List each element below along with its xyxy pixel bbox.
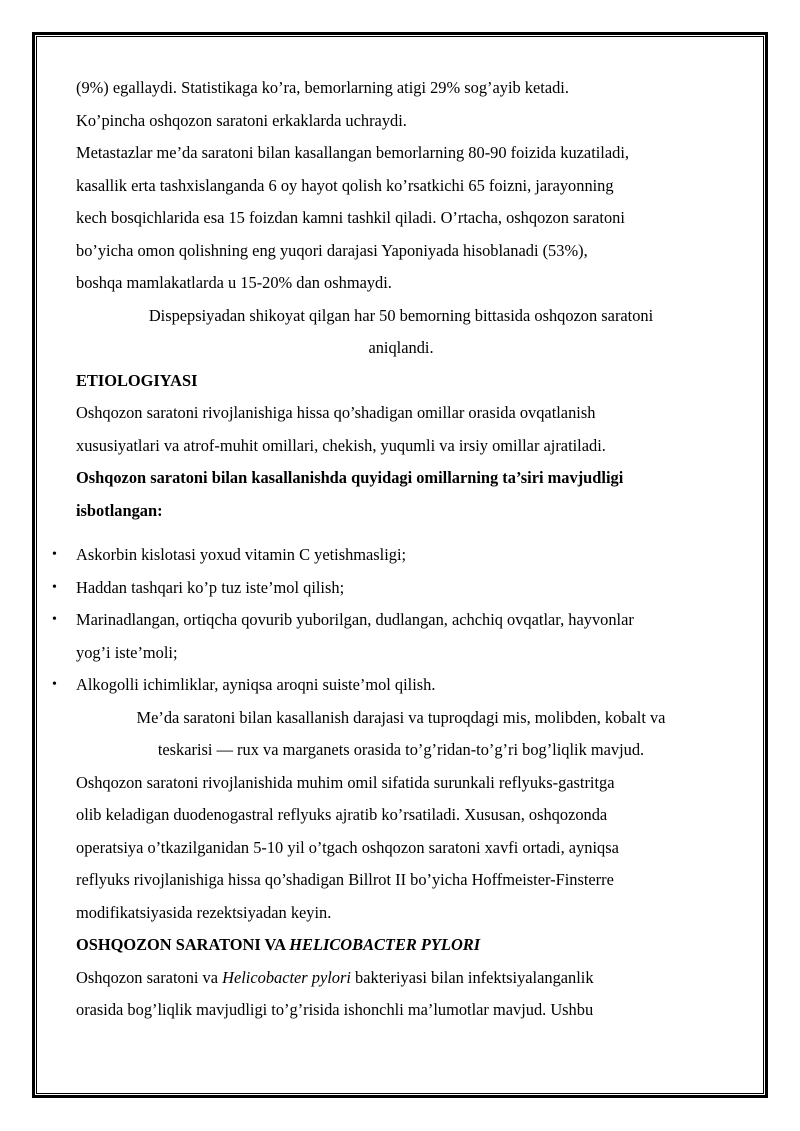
list-item-text: yog’i iste’moli; (76, 642, 178, 662)
text-line: reflyuks rivojlanishiga hissa qo’shadigan Billrot II bo’yicha Hoffmeister-Finsterre (76, 870, 614, 889)
text-line: Ko’pincha oshqozon saratoni erkaklarda uchraydi. (76, 110, 407, 130)
bullet-icon: • (52, 677, 57, 692)
centered-text-line: Me’da saratoni bilan kasallanish darajasi va tuproqdagi mis, molibden, kobalt va (136, 707, 666, 727)
risk-factor-list (52, 539, 726, 702)
text-line (76, 962, 726, 995)
text-line: (9%) egallaydi. Statistikaga ko’ra, bemorlarning atigi 29% sog’ayib ketadi. (76, 78, 569, 97)
text-line: kech bosqichlarida esa 15 foizdan kamni tashkil qiladi. O’rtacha, oshqozon saratoni (76, 208, 625, 227)
list-item-text: Askorbin kislotasi yoxud vitamin C yetishmasligi; (76, 545, 407, 564)
bullet-icon: • (52, 612, 57, 627)
text-line: boshqa mamlakatlarda u 15-20% dan oshmaydi. (76, 273, 392, 292)
list-item-text: Marinadlangan, ortiqcha qovurib yuborilgan, dudlangan, achchiq ovqatlar, hayvonlar (76, 610, 634, 629)
text-line: bo’yicha omon qolishning eng yuqori darajasi Yaponiyada hisoblanadi (53%), (76, 240, 588, 260)
text-line: modifikatsiyasida rezektsiyadan keyin. (76, 902, 332, 922)
italic-term: Helicobacter pylori (222, 967, 351, 987)
list-item-text: Haddan tashqari ko’p tuz iste’mol qilish; (76, 577, 345, 597)
text-part: bakteriyasi bilan infektsiyalanganlik (350, 967, 594, 987)
text-line: xususiyatlari va atrof-muhit omillari, chekish, yuqumli va irsiy omillar ajratiladi. (76, 435, 606, 455)
text-part: Oshqozon saratoni va (76, 967, 223, 987)
bullet-icon: • (52, 579, 57, 595)
list-item (52, 669, 726, 702)
list-item (52, 572, 726, 605)
centered-text-line: aniqlandi. (368, 338, 434, 357)
heading-plain-part: OSHQOZON SARATONI VA (76, 935, 290, 954)
text-line: Oshqozon saratoni rivojlanishida muhim omil sifatida surunkali reflyuks-gastritga (76, 772, 615, 792)
centered-text-line: teskarisi — rux va marganets orasida to’g’ridan-to’g’ri bog’liqlik mavjud. (157, 740, 645, 759)
text-line: orasida bog’liqlik mavjudligi to’g’risida ishonchli ma’lumotlar mavjud. Ushbu (76, 1000, 594, 1019)
bullet-icon: • (52, 547, 57, 562)
spacer (76, 527, 726, 539)
list-item-text: Alkogolli ichimliklar, ayniqsa aroqni suiste’mol qilish. (76, 675, 436, 694)
text-line: operatsiya o’tkazilganidan 5-10 yil o’tgach oshqozon saratoni xavfi ortadi, ayniqsa (76, 837, 619, 857)
text-line: olib keladigan duodenogastral reflyuks ajratib ko’rsatiladi. Xususan, oshqozonda (76, 805, 608, 824)
text-line: kasallik erta tashxislanganda 6 oy hayot qolish ko’rsatkichi 65 foizni, jarayonning (76, 175, 614, 195)
text-line: Oshqozon saratoni rivojlanishiga hissa qo’shadigan omillar orasida ovqatlanish (76, 403, 596, 422)
list-item (52, 604, 726, 669)
bold-text-line: isbotlangan: (76, 500, 163, 520)
list-item (52, 539, 726, 572)
heading-italic-part: HELICOBACTER PYLORI (289, 935, 481, 954)
section-heading-helicobacter (76, 929, 726, 962)
section-heading-etiology: ETIOLOGIYASI (76, 370, 198, 390)
text-line: Metastazlar me’da saratoni bilan kasallangan bemorlarning 80-90 foizida kuzatiladi, (76, 143, 629, 162)
document-body (52, 72, 726, 1027)
centered-text-line: Dispepsiyadan shikoyat qilgan har 50 bemorning bittasida oshqozon saratoni (148, 305, 654, 325)
bold-text-line: Oshqozon saratoni bilan kasallanishda quyidagi omillarning ta’siri mavjudligi (76, 468, 624, 487)
